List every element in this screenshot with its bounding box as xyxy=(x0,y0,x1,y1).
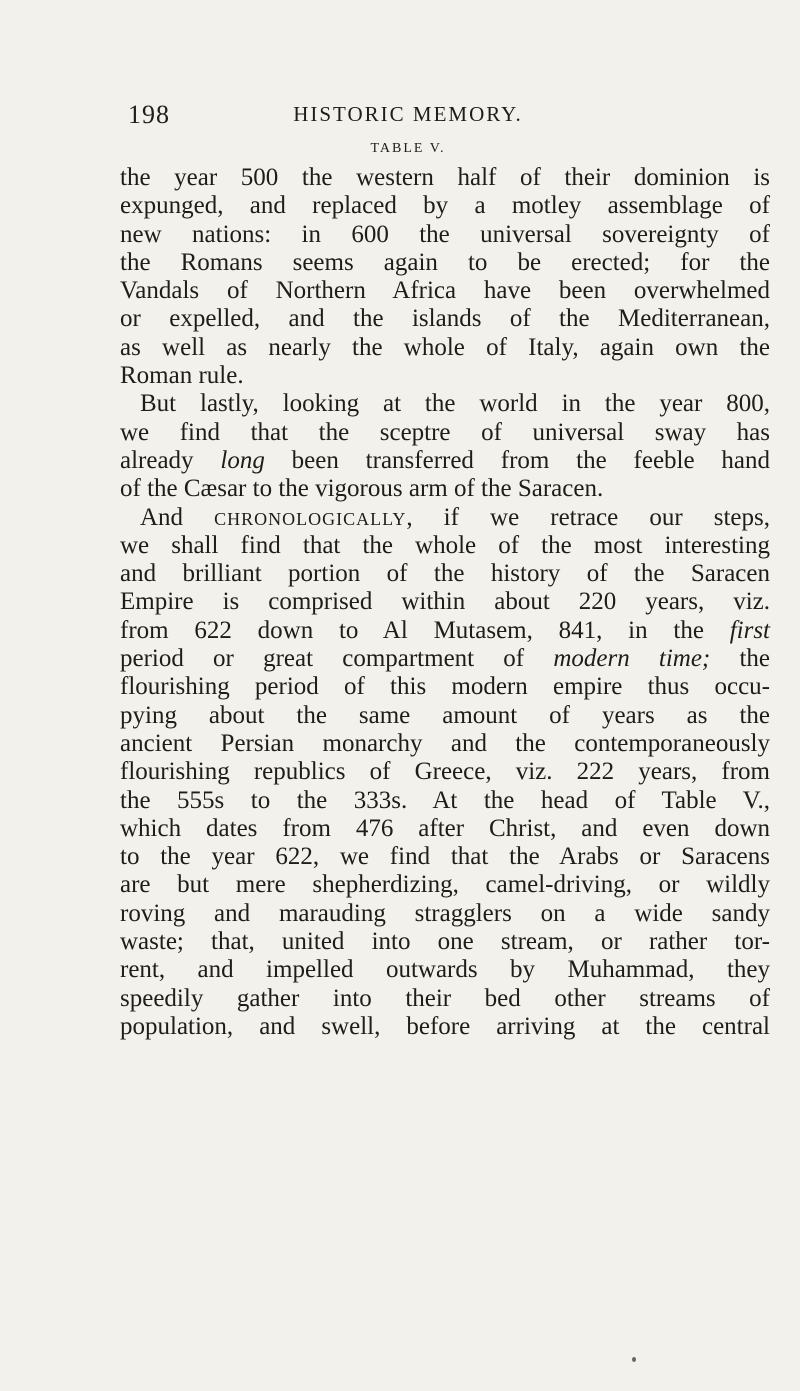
text-line: we shall find that the whole of the most interesting xyxy=(120,531,770,559)
text-line: which dates from 476 after Christ, and even down xyxy=(120,814,770,842)
text-run: the xyxy=(710,645,770,673)
small-caps-word: chronologically xyxy=(214,503,407,531)
text-line: new nations: in 600 the universal sovereignty of xyxy=(120,220,770,248)
text-line: population, and swell, before arriving at the central xyxy=(120,1012,770,1040)
text-run: been transferred from the feeble hand xyxy=(264,446,770,474)
text-line: Roman rule. xyxy=(120,362,244,390)
text-line xyxy=(120,645,770,673)
text-line: pying about the same amount of years as the xyxy=(120,701,770,729)
text-line: and brilliant portion of the history of the Saracen xyxy=(120,560,770,588)
table-label: TABLE V. xyxy=(370,141,446,156)
text-line: we find that the sceptre of universal sway has xyxy=(120,418,770,446)
text-line: or expelled, and the islands of the Mediterranean, xyxy=(120,305,770,333)
text-line xyxy=(120,617,770,645)
text-line xyxy=(120,504,770,532)
text-line: are but mere shepherdizing, camel-driving, or wildly xyxy=(120,871,770,899)
text-line: Vandals of Northern Africa have been overwhelmed xyxy=(120,277,770,305)
text-run: And xyxy=(140,503,215,531)
text-line: roving and marauding stragglers on a wide sandy xyxy=(120,899,770,927)
text-line: expunged, and replaced by a motley assemblage of xyxy=(120,192,770,220)
text-run: period or great compartment of xyxy=(120,645,554,673)
text-line: speedily gather into their bed other streams of xyxy=(120,984,770,1012)
text-line: the year 500 the western half of their dominion is xyxy=(120,164,770,191)
body-text xyxy=(120,164,770,1041)
text-line: the 555s to the 333s. At the head of Table V., xyxy=(120,786,770,814)
italic-word: long xyxy=(220,446,265,474)
text-line: flourishing period of this modern empire thus occu- xyxy=(120,673,770,701)
text-run: , if we retrace our steps, xyxy=(406,503,770,531)
text-line: of the Cæsar to the vigorous arm of the Saracen. xyxy=(120,475,604,503)
page-number: 198 xyxy=(128,100,170,129)
running-title: HISTORIC MEMORY. xyxy=(293,102,523,126)
text-line: the Romans seems again to be erected; for the xyxy=(120,248,770,276)
text-run: already xyxy=(120,446,221,474)
text-run: from 622 down to Al Mutasem, 841, in the xyxy=(120,616,730,644)
italic-word: first xyxy=(729,616,770,644)
text-line: flourishing republics of Greece, viz. 222 years, from xyxy=(120,758,770,786)
text-line: as well as nearly the whole of Italy, again own the xyxy=(120,333,770,361)
text-line: waste; that, united into one stream, or rather tor- xyxy=(120,928,770,956)
text-line: But lastly, looking at the world in the year 800, xyxy=(140,390,770,418)
text-line xyxy=(120,447,770,475)
page-header xyxy=(128,100,768,134)
text-line: Empire is comprised within about 220 years, viz. xyxy=(120,588,770,616)
text-line: ancient Persian monarchy and the contemporaneously xyxy=(120,729,770,757)
text-line: rent, and impelled outwards by Muhammad, they xyxy=(120,956,770,984)
text-line: to the year 622, we find that the Arabs or Saracens xyxy=(120,843,770,871)
italic-phrase: modern time; xyxy=(553,645,711,673)
ink-speck xyxy=(632,1357,636,1362)
